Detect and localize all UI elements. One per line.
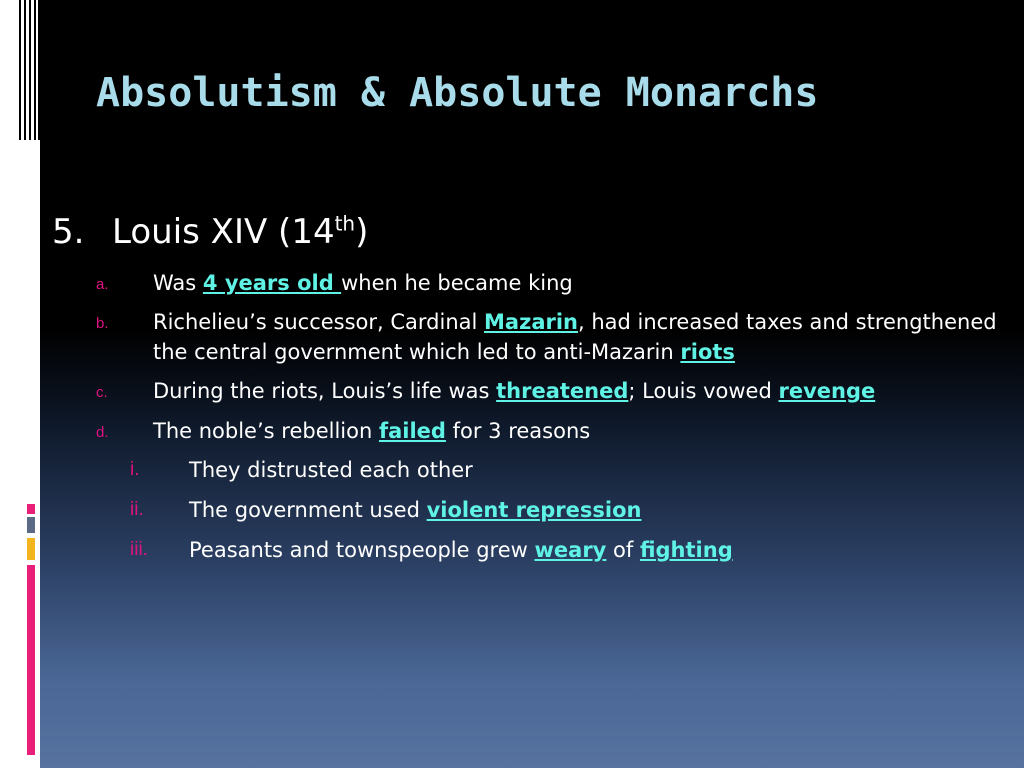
list-item-line <box>153 307 997 337</box>
accent-bar-slate <box>27 517 35 533</box>
highlight-link[interactable]: violent repression <box>426 498 642 522</box>
sublist-item <box>189 455 473 485</box>
sublist-item <box>189 495 641 525</box>
item-text: for 3 reasons <box>445 419 591 443</box>
item-text: They distrusted each other <box>189 458 473 482</box>
list-item <box>153 376 875 406</box>
list-marker: a. <box>96 276 109 293</box>
accent-bar-pink-top <box>27 504 35 514</box>
heading-text-main: Louis XIV (14 <box>112 212 335 252</box>
highlight-link[interactable]: threatened <box>496 379 629 403</box>
item-text: The noble’s rebellion <box>153 419 379 443</box>
item-text: ; Louis vowed <box>628 379 779 403</box>
item-text: During the riots, Louis’s life was <box>153 379 497 403</box>
list-item <box>153 268 573 298</box>
list-marker: b. <box>96 315 109 332</box>
list-marker: c. <box>96 384 108 401</box>
sublist-marker: iii. <box>130 539 148 560</box>
item-text: Peasants and townspeople grew <box>189 538 535 562</box>
highlight-link[interactable]: riots <box>680 340 735 364</box>
item-text: the central government which led to anti-Mazarin <box>153 340 681 364</box>
accent-bar-gold <box>27 538 35 560</box>
highlight-link[interactable]: Mazarin <box>484 310 578 334</box>
list-item-line <box>153 337 735 367</box>
sublist-marker: ii. <box>130 499 144 520</box>
highlight-link[interactable]: 4 years old <box>202 271 342 295</box>
highlight-link[interactable]: weary <box>534 538 607 562</box>
heading-superscript: th <box>334 211 356 236</box>
item-text: when he became king <box>341 271 573 295</box>
item-text: , had increased taxes and strengthened <box>578 310 997 334</box>
heading-number: 5. <box>52 212 85 252</box>
item-text: The government used <box>189 498 427 522</box>
highlight-link[interactable]: revenge <box>778 379 876 403</box>
sublist-item <box>189 535 733 565</box>
left-decorative-strip <box>0 0 40 768</box>
decorative-lines-icon <box>19 0 40 140</box>
item-text: of <box>606 538 640 562</box>
item-text: Richelieu’s successor, Cardinal <box>153 310 485 334</box>
list-item <box>153 416 590 446</box>
slide-title: Absolutism & Absolute Monarchs <box>96 70 819 116</box>
heading-text-close: ) <box>355 212 369 252</box>
sublist-marker: i. <box>130 459 140 480</box>
accent-bar-pink <box>27 565 35 755</box>
list-marker: d. <box>96 424 109 441</box>
highlight-link[interactable]: fighting <box>639 538 733 562</box>
highlight-link[interactable]: failed <box>378 419 446 443</box>
item-text: Was <box>153 271 203 295</box>
heading-text <box>112 212 368 252</box>
